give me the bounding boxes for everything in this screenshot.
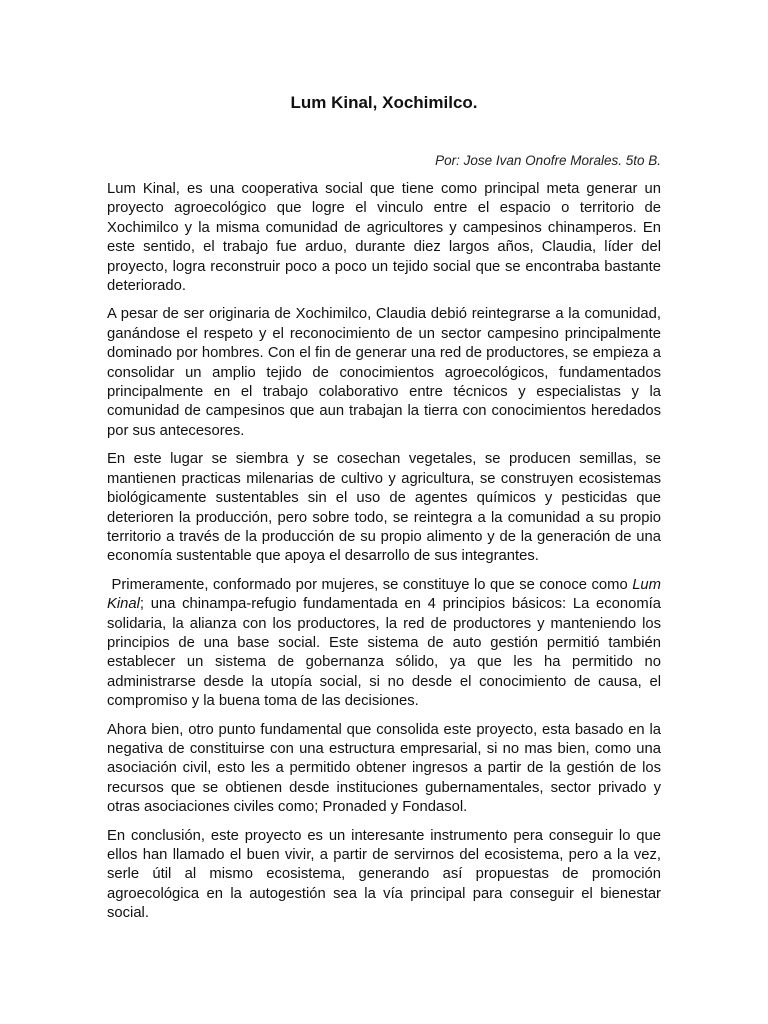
paragraph-1: Lum Kinal, es una cooperativa social que tiene como principal meta generar un proyecto agroecológico que logre el vinculo entre el espacio o territorio de Xochimilco y la misma comunidad de agricultores y campesinos chinamperos. En este sentido, el trabajo fue arduo, durante diez largos años, Claudia, líder del proyecto, logra reconstruir poco a poco un tejido social que se encontraba bastante deteriorado. <box>107 181 661 295</box>
paragraph-5: Ahora bien, otro punto fundamental que consolida este proyecto, esta basado en la negativa de constituirse con una estructura empresarial, si no mas bien, como una asociación civil, esto les a permitido obtener ingresos a partir de la gestión de los recursos que se obtienen desde instituciones gubernamentales, sector privado y otras asociaciones civiles como; Pronaded y Fondasol. <box>107 721 661 816</box>
paragraph-4-rest: ; una chinampa-refugio fundamentada en 4 principios básicos: La economía solidaria, la alianza con los productores, la red de productores y manteniendo los principios de una base social. Este sistema de auto gestión permitió también establecer un sistema de gobernanza sólido, ya que les ha permitido no administrarse desde la utopía social, si no desde el conocimiento de causa, el compromiso y la buena toma de las decisiones. <box>107 596 661 710</box>
paragraph-6: En conclusión, este proyecto es un interesante instrumento pera conseguir lo que ellos han llamado el buen vivir, a partir de servirnos del ecosistema, pero a la vez, serle útil al mismo ecosistema, generando así propuestas de promoción agroecológica en la autogestión sea la vía principal para conseguir el bienestar social. <box>107 827 661 922</box>
author-byline: Por: Jose Ivan Onofre Morales. 5to B. <box>435 153 661 168</box>
paragraph-4-lead: Primeramente, conformado por mujeres, se constituye lo que se conoce como <box>107 576 633 593</box>
paragraph-4 <box>107 576 661 712</box>
paragraph-4-emphasis: Lum Kinal <box>107 576 661 613</box>
document-page <box>107 92 661 924</box>
paragraph-3: En este lugar se siembra y se cosechan vegetales, se producen semillas, se mantienen practicas milenarias de cultivo y agricultura, se construyen ecosistemas biológicamente sustentables sin el uso de agentes químicos y pesticidas que deterioren la producción, pero sobre todo, se reintegra a la comunidad a su propio territorio a través de la producción de su propio alimento y de la generación de una economía sustentable que apoya el desarrollo de sus integrantes. <box>107 451 661 565</box>
document-title: Lum Kinal, Xochimilco. <box>290 93 478 112</box>
paragraph-2: A pesar de ser originaria de Xochimilco, Claudia debió reintegrarse a la comunidad, ganándose el respeto y el reconocimiento de un sector campesino principalmente dominado por hombres. Con el fin de generar una red de productores, se empieza a consolidar un amplio tejido de conocimientos agroecológicos, fundamentados principalmente en el trabajo colaborativo entre técnicos y especialistas y la comunidad de campesinos que aun trabajan la tierra con conocimientos heredados por sus antecesores. <box>107 306 661 439</box>
